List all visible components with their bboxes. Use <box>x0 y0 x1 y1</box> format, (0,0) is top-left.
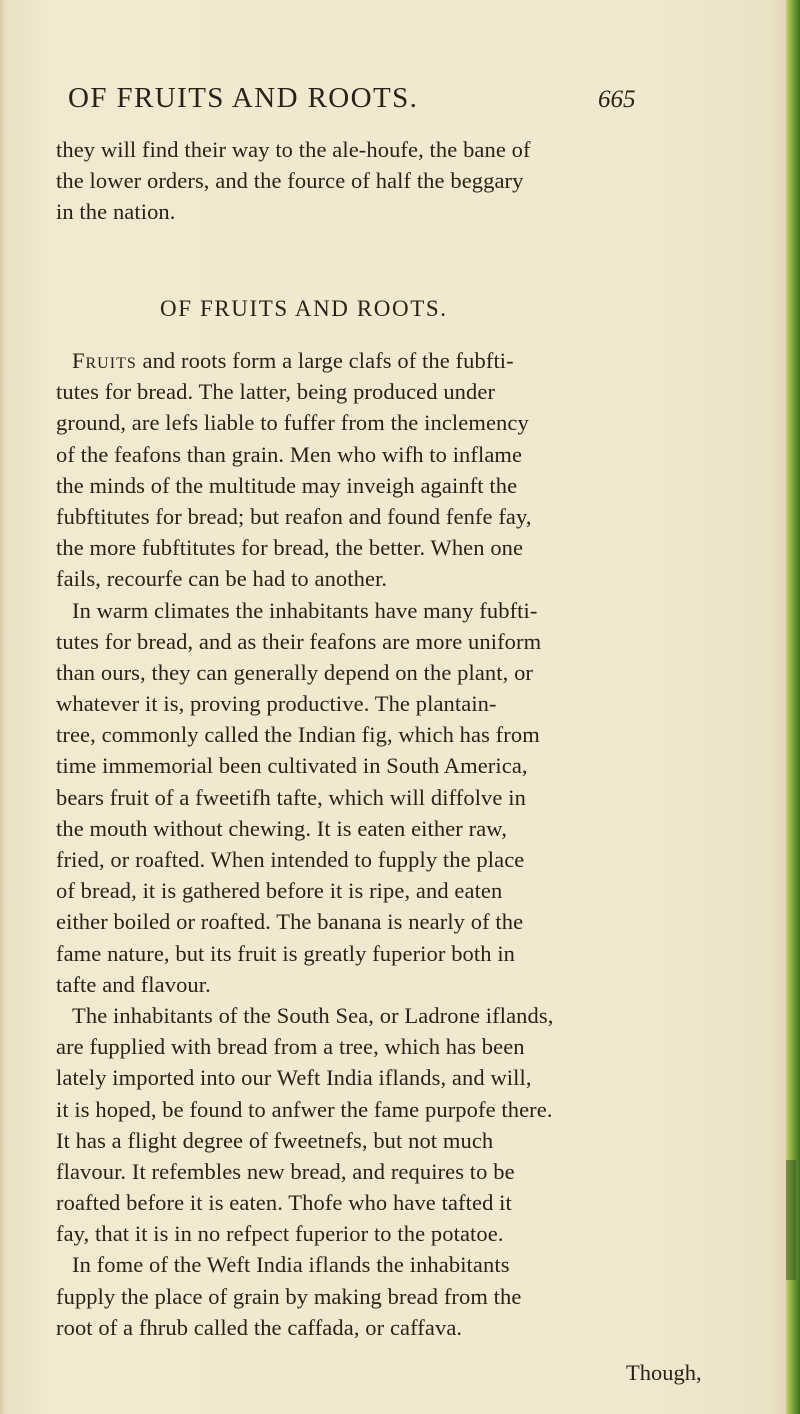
text-line: root of a fhrub called the caffada, or caffava. <box>56 1314 463 1340</box>
text-line: tree, commonly called the Indian fig, which has from <box>56 722 540 748</box>
text-line: flavour. It refembles new bread, and requires to be <box>56 1158 515 1184</box>
text-line: than ours, they can generally depend on the plant, or <box>56 659 534 685</box>
body-text <box>56 345 756 1343</box>
text-line: it is hoped, be found to anfwer the fame purpofe there. <box>56 1096 553 1122</box>
text-line: In fome of the Weft India iflands the inhabitants <box>72 1252 510 1278</box>
text-line: ground, are lefs liable to fuffer from the inclemency <box>56 410 529 436</box>
continued-paragraph <box>56 134 756 228</box>
text-line: the mouth without chewing. It is eaten either raw, <box>56 815 507 841</box>
text-line: fupply the place of grain by making bread from the <box>56 1283 522 1309</box>
catchword: Though, <box>626 1360 702 1385</box>
text-line: bears fruit of a fweetifh tafte, which will diffolve in <box>56 784 526 810</box>
text-line: fay, that it is in no refpect fuperior to the potatoe. <box>56 1221 504 1247</box>
text-line: fails, recourfe can be had to another. <box>56 566 388 592</box>
drop-word: Fruits <box>72 348 137 373</box>
text-line: fried, or roafted. When intended to fupply the place <box>56 847 525 872</box>
page-edge-stain <box>786 1160 796 1280</box>
text-line: lately imported into our Weft India iflands, and will, <box>56 1065 532 1091</box>
text-line: fame nature, but its fruit is greatly fuperior both in <box>56 940 516 966</box>
text-line: tafte and flavour. <box>56 971 211 997</box>
text-line: they will find their way to the ale-houfe, the bane of <box>56 137 531 162</box>
text-line: of bread, it is gathered before it is ripe, and eaten <box>56 878 503 904</box>
text-line: fubftitutes for bread; but reafon and found fenfe fay, <box>56 503 532 529</box>
page-number: 665 <box>598 86 636 113</box>
text-line: are fupplied with bread from a tree, which has been <box>56 1034 525 1060</box>
text-line: either boiled or roafted. The banana is nearly of the <box>56 909 524 935</box>
text-line: tutes for bread. The latter, being produced under <box>56 379 496 405</box>
text-line: In warm climates the inhabitants have many fubfti- <box>72 597 538 623</box>
section-heading: OF FRUITS AND ROOTS. <box>160 296 448 321</box>
text-line: in the nation. <box>56 199 176 225</box>
text-line: the more fubftitutes for bread, the better. When one <box>56 535 524 561</box>
running-head-title: OF FRUITS AND ROOTS. <box>68 82 419 114</box>
text-line: It has a flight degree of fweetnefs, but not much <box>56 1127 494 1153</box>
text-line: whatever it is, proving productive. The plantain- <box>56 691 497 717</box>
text-line: tutes for bread, and as their feafons are more uniform <box>56 628 542 654</box>
text-line: of the feafons than grain. Men who wifh to inflame <box>56 441 523 467</box>
text-line: the minds of the multitude may inveigh againft the <box>56 472 518 498</box>
page-gutter-shadow <box>0 0 6 1414</box>
text-line: time immemorial been cultivated in South America, <box>56 753 528 779</box>
first-line-rest: and roots form a large clafs of the fubfti- <box>142 348 514 373</box>
text-line: roafted before it is eaten. Thofe who have tafted it <box>56 1190 512 1216</box>
paragraph-first-line <box>56 345 756 376</box>
text-line: The inhabitants of the South Sea, or Ladrone iflands, <box>72 1002 554 1028</box>
text-line: the lower orders, and the fource of half the beggary <box>56 168 524 194</box>
